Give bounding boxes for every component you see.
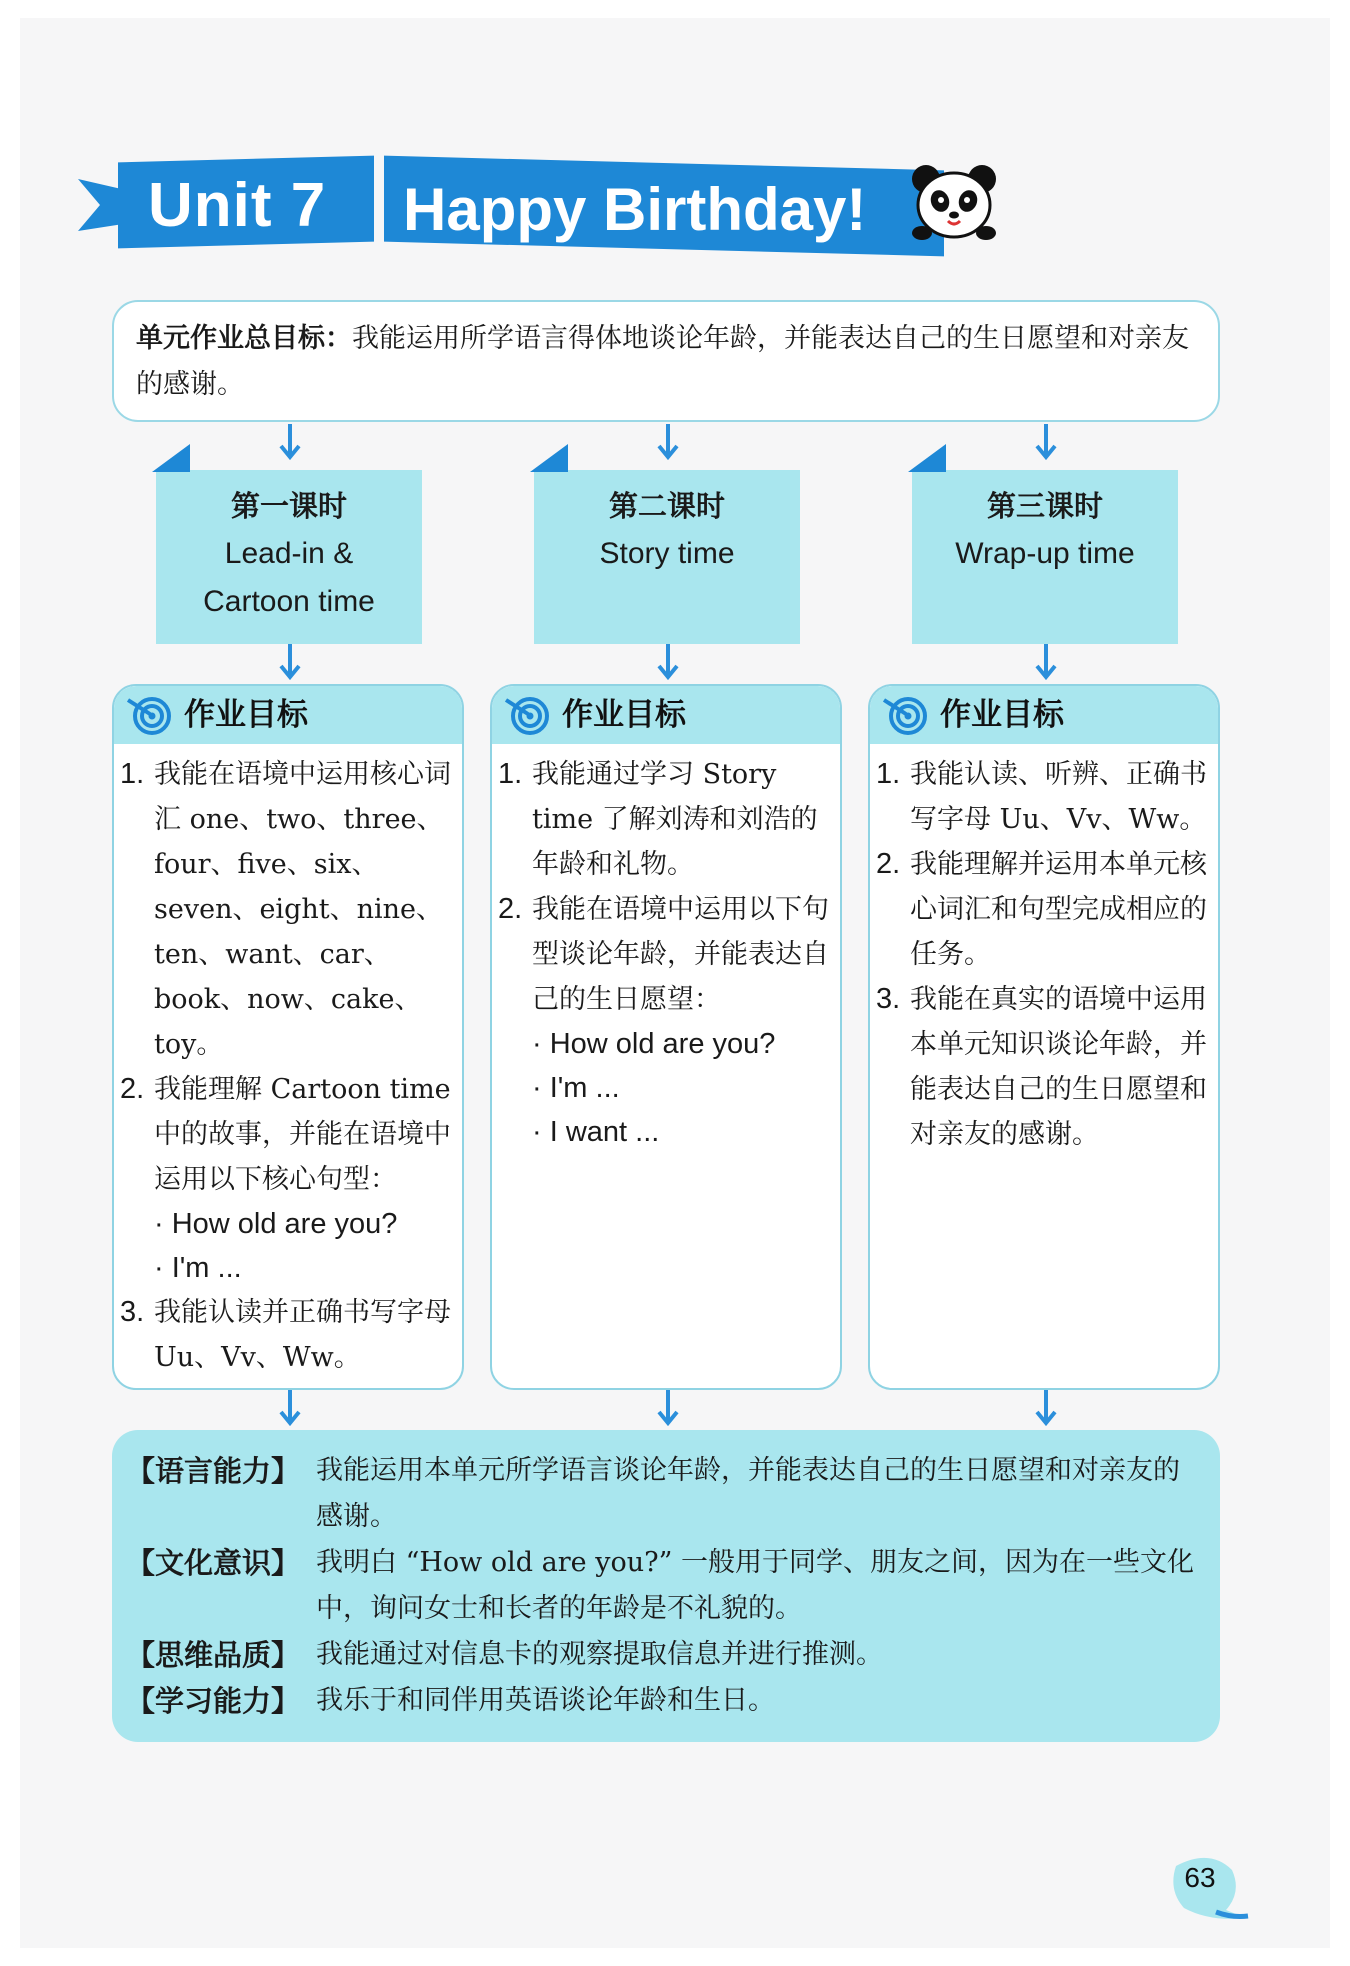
- list-item: [876, 752, 1208, 842]
- abilities-box: [112, 1430, 1220, 1742]
- item-number: 2.: [498, 893, 523, 925]
- ability-row: [126, 1632, 1204, 1678]
- unit-title: Happy Birthday!: [403, 176, 867, 243]
- ability-row: [126, 1540, 1204, 1632]
- unit-goal-label: 单元作业总目标：: [136, 323, 352, 354]
- lesson-card-3: [912, 470, 1178, 644]
- arrow-down-icon: [1034, 424, 1058, 464]
- lesson-subtitle: Cartoon time: [203, 585, 375, 618]
- lesson-title: 第二课时: [608, 489, 725, 523]
- arrow-down-icon: [1034, 644, 1058, 684]
- item-number: 2.: [876, 848, 901, 880]
- panel-header: [870, 686, 1218, 744]
- ability-text: 我能运用本单元所学语言谈论年龄，并能表达自己的生日愿望和对亲友的感谢。: [316, 1455, 1180, 1532]
- item-number: 1.: [120, 758, 145, 790]
- item-number: 2.: [120, 1073, 145, 1105]
- corner-flag-icon: [530, 444, 570, 472]
- panda-icon: [906, 155, 1002, 251]
- lesson-card-1: [156, 470, 422, 644]
- item-text: 我能认读并正确书写字母 Uu、Vv、Ww。: [154, 1297, 451, 1373]
- arrow-down-icon: [278, 424, 302, 464]
- ability-label: 【学习能力】: [126, 1684, 301, 1718]
- panel-header: [114, 686, 462, 744]
- unit-goal-box: [112, 300, 1220, 422]
- ability-text: 我能通过对信息卡的观察提取信息并进行推测。: [316, 1639, 883, 1670]
- item-text: 我能理解 Cartoon time 中的故事，并能在语境中运用以下核心句型：: [154, 1074, 451, 1195]
- item-text: 我能在真实的语境中运用本单元知识谈论年龄，并能表达自己的生日愿望和对亲友的感谢。: [910, 984, 1207, 1150]
- panel-title: 作业目标: [940, 697, 1064, 733]
- list-item: [498, 752, 830, 887]
- ability-label: 【文化意识】: [126, 1546, 301, 1580]
- arrow-down-icon: [278, 1390, 302, 1430]
- sentence-pattern: · How old are you?: [154, 1208, 398, 1240]
- list-item: [876, 842, 1208, 977]
- lesson-subtitle: Story time: [599, 537, 735, 570]
- lesson-title: 第一课时: [230, 489, 347, 523]
- sentence-pattern: · I want ...: [532, 1116, 660, 1148]
- target-icon: [504, 692, 550, 738]
- arrow-down-icon: [278, 644, 302, 684]
- item-text: 我能通过学习 Story time 了解刘涛和刘浩的年龄和礼物。: [532, 759, 818, 880]
- panel-title: 作业目标: [184, 697, 308, 733]
- corner-flag-icon: [908, 444, 948, 472]
- goal-panel-1: [112, 684, 464, 1390]
- goal-panel-2: [490, 684, 842, 1390]
- lesson-card-2: [534, 470, 800, 644]
- ability-label: 【思维品质】: [126, 1638, 301, 1672]
- item-text: 我能认读、听辨、正确书写字母 Uu、Vv、Ww。: [910, 759, 1207, 835]
- item-number: 1.: [876, 758, 901, 790]
- arrow-down-icon: [656, 644, 680, 684]
- lesson-subtitle: Lead-in &: [224, 537, 354, 570]
- corner-flag-icon: [152, 444, 192, 472]
- sentence-pattern: · How old are you?: [532, 1028, 776, 1060]
- target-icon: [126, 692, 172, 738]
- ability-row: [126, 1678, 1204, 1724]
- arrow-down-icon: [1034, 1390, 1058, 1430]
- lesson-title: 第三课时: [986, 489, 1103, 523]
- target-icon: [882, 692, 928, 738]
- page-number-badge: [1170, 1852, 1250, 1922]
- arrow-down-icon: [656, 424, 680, 464]
- panel-header: [492, 686, 840, 744]
- unit-number: Unit 7: [148, 171, 327, 240]
- unit-banner: [78, 155, 998, 255]
- list-item: [120, 1067, 452, 1202]
- page-number: 63: [1184, 1862, 1216, 1893]
- item-text: 我能在语境中运用核心词汇 one、two、three、four、five、six、seven、eight、nine、ten、want、car、book、now、cake、toy。: [154, 759, 451, 1060]
- item-number: 3.: [120, 1296, 145, 1328]
- goal-panel-3: [868, 684, 1220, 1390]
- panel-title: 作业目标: [562, 697, 686, 733]
- item-text: 我能理解并运用本单元核心词汇和句型完成相应的任务。: [910, 849, 1207, 970]
- lesson-subtitle: Wrap-up time: [955, 537, 1135, 570]
- ability-text: 我明白 “How old are you?” 一般用于同学、朋友之间，因为在一些文化中，询问女士和长者的年龄是不礼貌的。: [316, 1547, 1194, 1624]
- item-number: 3.: [876, 983, 901, 1015]
- list-item: [876, 977, 1208, 1157]
- unit-goal-text: 我能运用所学语言得体地谈论年龄，并能表达自己的生日愿望和对亲友的感谢。: [136, 323, 1189, 400]
- sentence-pattern: · I'm ...: [532, 1072, 620, 1104]
- ability-text: 我乐于和同伴用英语谈论年龄和生日。: [316, 1685, 775, 1716]
- ability-row: [126, 1448, 1204, 1540]
- sentence-pattern: · I'm ...: [154, 1252, 242, 1284]
- ability-label: 【语言能力】: [126, 1454, 301, 1488]
- list-item: [120, 1290, 452, 1380]
- arrow-down-icon: [656, 1390, 680, 1430]
- list-item: [498, 887, 830, 1022]
- item-text: 我能在语境中运用以下句型谈论年龄，并能表达自己的生日愿望：: [532, 894, 829, 1015]
- list-item: [120, 752, 452, 1067]
- item-number: 1.: [498, 758, 523, 790]
